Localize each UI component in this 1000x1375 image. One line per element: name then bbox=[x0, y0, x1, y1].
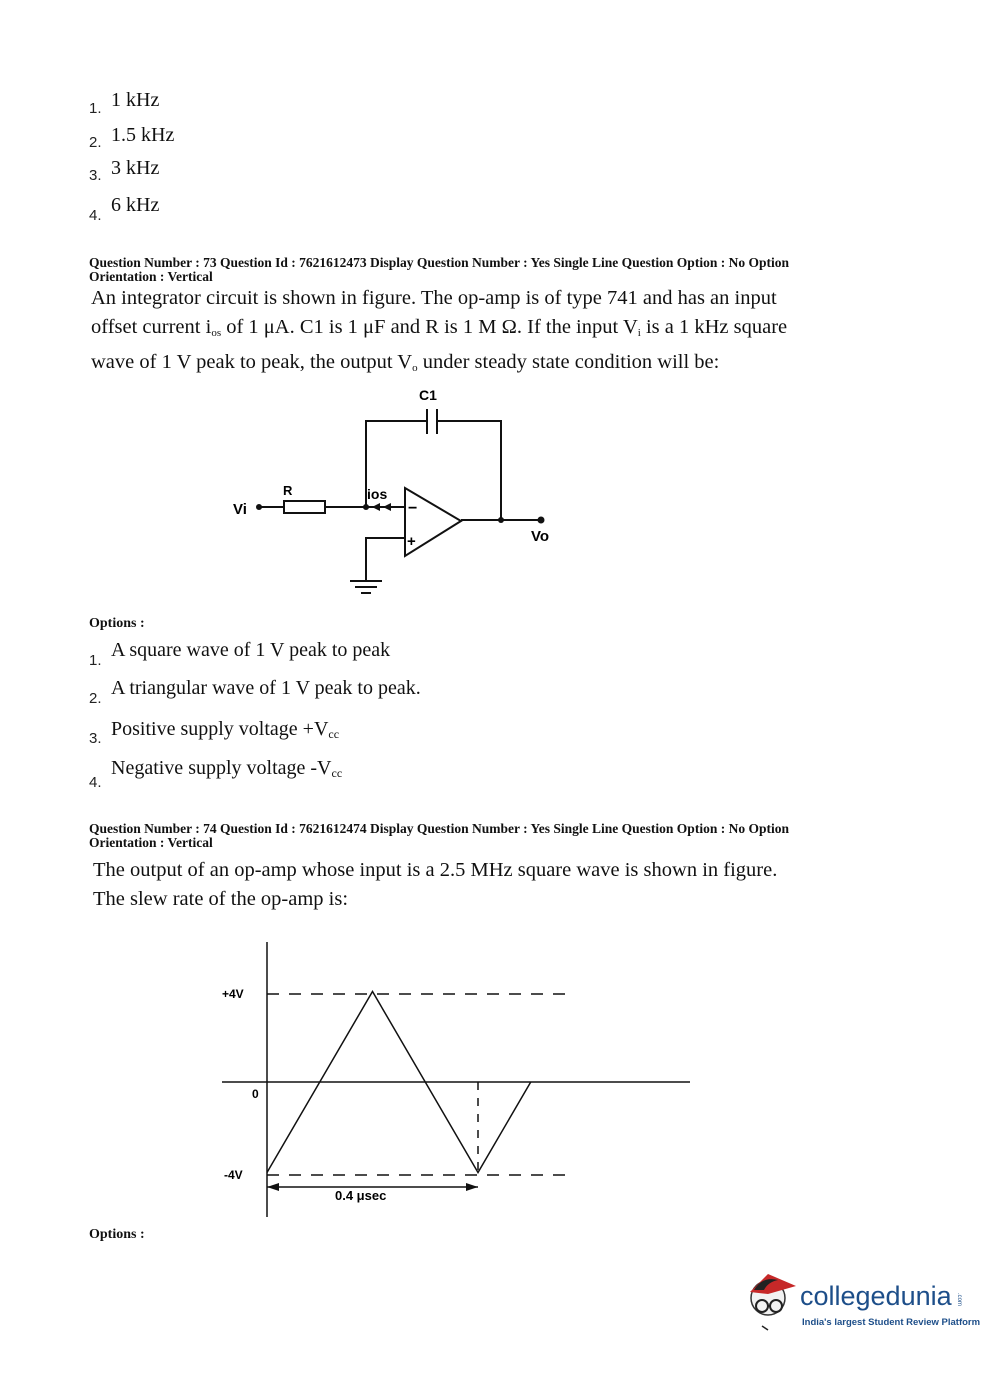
label-ios: ios bbox=[367, 486, 388, 502]
waveform-chart bbox=[0, 930, 1000, 1230]
ios-arrow bbox=[372, 503, 380, 511]
question-line: The output of an op-amp whose input is a 2.5 MHz square wave is shown in figure. bbox=[93, 859, 778, 881]
brand-tagline: India's largest Student Review Platform bbox=[802, 1317, 981, 1328]
dimension-arrow-right bbox=[466, 1183, 478, 1191]
option-text: 1.5 kHz bbox=[111, 124, 175, 146]
option-text: Positive supply voltage $+V_{cc}$ bbox=[111, 718, 340, 741]
vi-terminal bbox=[256, 504, 262, 510]
meta-line: Orientation : Vertical bbox=[89, 269, 213, 284]
meta-line: Orientation : Vertical bbox=[89, 835, 213, 850]
option-number: 2. bbox=[89, 690, 102, 707]
tick-label-zero: 0 bbox=[252, 1087, 259, 1101]
option-number: 3. bbox=[89, 730, 102, 747]
question-line: The slew rate of the op-amp is: bbox=[93, 888, 349, 910]
label-vo: Vo bbox=[531, 528, 550, 545]
label-r: R bbox=[283, 483, 293, 498]
annotation-duration: 0.4 μsec bbox=[335, 1188, 387, 1203]
question-line: offset current ios of 1 μA. C1 is 1 μF and R is 1 M Ω. If the input Vi is a 1 kHz square bbox=[91, 316, 788, 339]
meta-line: Question Number : 74 Question Id : 7621612474 Display Question Number : Yes Single Line Question Option : No Option bbox=[89, 821, 789, 836]
resistor-r bbox=[284, 501, 325, 513]
label-plus: + bbox=[407, 533, 416, 550]
option-number: 3. bbox=[89, 167, 102, 184]
vo-terminal bbox=[538, 517, 545, 524]
label-vi: Vi bbox=[233, 501, 247, 518]
option-number: 4. bbox=[89, 207, 102, 224]
meta-line: Question Number : 73 Question Id : 7621612473 Display Question Number : Yes Single Line Question Option : No Option bbox=[89, 255, 789, 270]
node-inverting bbox=[363, 504, 369, 510]
label-c1: C1 bbox=[419, 387, 437, 403]
question-line: wave of 1 V peak to peak, the output Vo under steady state condition will be: bbox=[91, 351, 720, 374]
question-line: An integrator circuit is shown in figure. The op-amp is of type 741 and has an input bbox=[91, 287, 777, 309]
option-text: A triangular wave of 1 V peak to peak. bbox=[111, 677, 421, 699]
option-text: 1 kHz bbox=[111, 89, 160, 111]
option-text: 3 kHz bbox=[111, 157, 160, 179]
integrator-circuit-diagram bbox=[0, 0, 1000, 620]
brand-suffix: .com bbox=[956, 1293, 962, 1307]
feedback-wire-right bbox=[437, 421, 501, 520]
mascot-logo-icon bbox=[742, 1268, 802, 1348]
option-text: 6 kHz bbox=[111, 194, 160, 216]
node-output bbox=[498, 517, 504, 523]
options-label: Options : bbox=[89, 616, 145, 631]
question-74-text bbox=[93, 856, 873, 914]
dimension-arrow-left bbox=[267, 1183, 279, 1191]
ground-wire bbox=[366, 538, 405, 581]
option-number: 2. bbox=[89, 134, 102, 151]
tick-label-plus4: +4V bbox=[222, 987, 244, 1001]
tick-label-minus4: -4V bbox=[224, 1168, 243, 1182]
option-text: A square wave of 1 V peak to peak bbox=[111, 639, 391, 661]
option-number: 1. bbox=[89, 652, 102, 669]
brand-name[interactable]: collegedunia bbox=[800, 1281, 952, 1311]
options-label: Options : bbox=[89, 1227, 145, 1242]
option-text: Negative supply voltage $-V_{cc}$ bbox=[111, 757, 343, 780]
option-number: 1. bbox=[89, 100, 102, 117]
question-74-meta bbox=[89, 822, 869, 850]
option-number: 4. bbox=[89, 774, 102, 791]
label-minus: − bbox=[408, 500, 418, 517]
